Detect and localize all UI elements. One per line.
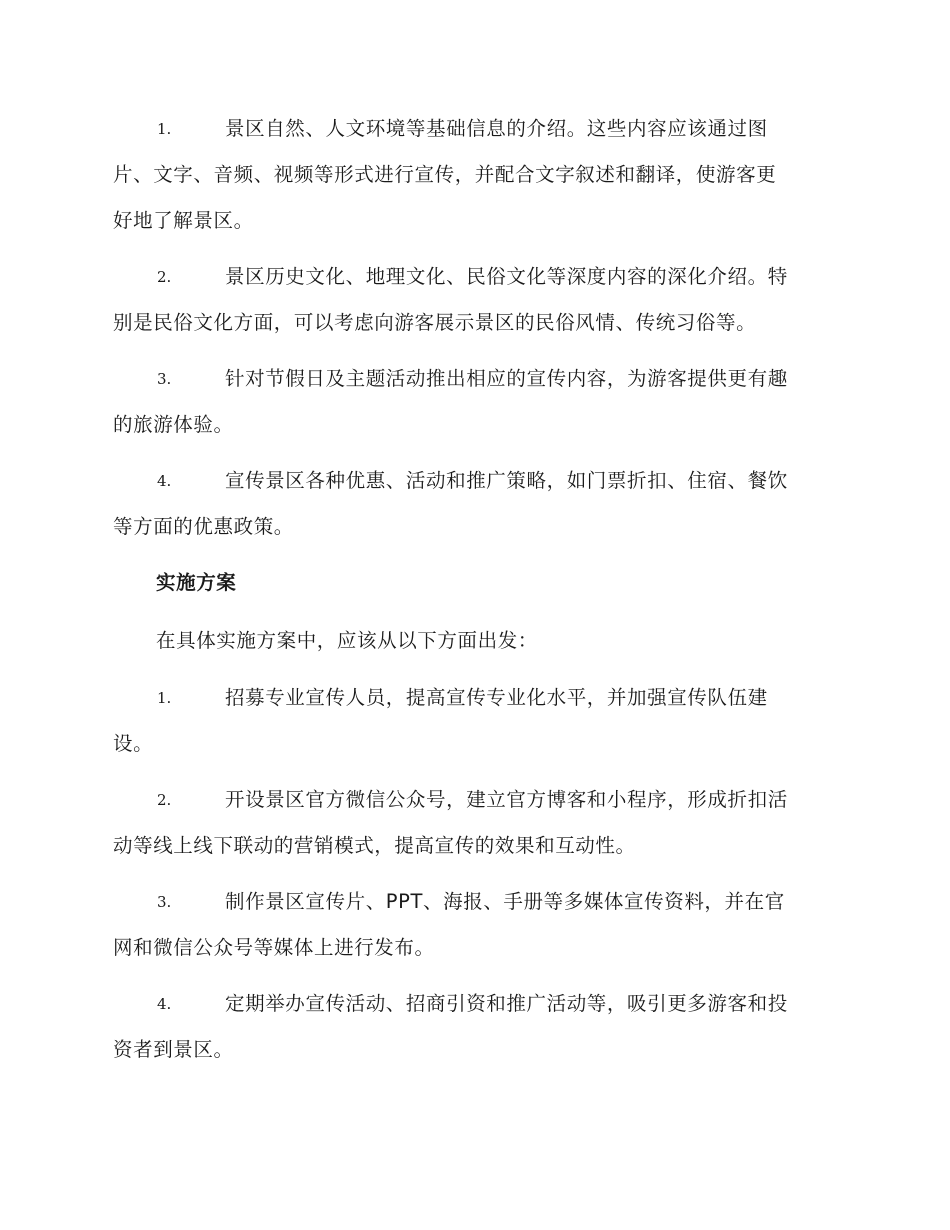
- list-item: [113, 106, 835, 244]
- list-item-text: 定期举办宣传活动、招商引资和推广活动等，吸引更多游客和投: [225, 992, 788, 1015]
- list-number: 2.: [157, 268, 172, 286]
- list-number: 3.: [157, 893, 172, 911]
- list-item: [113, 777, 835, 869]
- list-item: [113, 879, 835, 971]
- list-number: 1.: [157, 689, 172, 707]
- intro-text: 在具体实施方案中，应该从以下方面出发：: [156, 629, 538, 652]
- list-item: [113, 254, 835, 346]
- list-number: 2.: [157, 791, 172, 809]
- list-item: [113, 981, 835, 1073]
- list-item-text: 等方面的优惠政策。: [113, 515, 294, 538]
- list-number: 3.: [157, 370, 172, 388]
- list-item-text: 设。: [113, 732, 154, 755]
- section-heading: 实施方案: [156, 571, 237, 594]
- list-item: [113, 458, 835, 550]
- list-item-text: 制作景区宣传片、PPT、海报、手册等多媒体宣传资料，并在官: [225, 890, 785, 913]
- list-item-text: 片、文字、音频、视频等形式进行宣传，并配合文字叙述和翻译，使游客更: [113, 163, 777, 186]
- list-item-text: 开设景区官方微信公众号，建立官方博客和小程序，形成折扣活: [225, 788, 788, 811]
- list-item: [113, 675, 835, 767]
- list-number: 4.: [157, 995, 172, 1013]
- list-item-text: 的旅游体验。: [113, 413, 234, 436]
- list-item-text: 资者到景区。: [113, 1038, 234, 1061]
- list-item-text: 网和微信公众号等媒体上进行发布。: [113, 936, 435, 959]
- intro-paragraph: [113, 618, 835, 664]
- list-number: 4.: [157, 472, 172, 490]
- list-item-text: 好地了解景区。: [113, 209, 254, 232]
- list-item: [113, 356, 835, 448]
- list-item-text: 别是民俗文化方面，可以考虑向游客展示景区的民俗风情、传统习俗等。: [113, 311, 757, 334]
- section-heading-block: [113, 560, 835, 606]
- list-item-text: 招募专业宣传人员，提高宣传专业化水平，并加强宣传队伍建: [225, 686, 768, 709]
- list-item-text: 景区自然、人文环境等基础信息的介绍。这些内容应该通过图: [225, 117, 768, 140]
- list-item-text: 宣传景区各种优惠、活动和推广策略，如门票折扣、住宿、餐饮: [225, 469, 788, 492]
- list-number: 1.: [157, 120, 172, 138]
- list-item-text: 动等线上线下联动的营销模式，提高宣传的效果和互动性。: [113, 834, 636, 857]
- list-item-text: 景区历史文化、地理文化、民俗文化等深度内容的深化介绍。特: [225, 265, 788, 288]
- list-item-text: 针对节假日及主题活动推出相应的宣传内容，为游客提供更有趣: [225, 367, 788, 390]
